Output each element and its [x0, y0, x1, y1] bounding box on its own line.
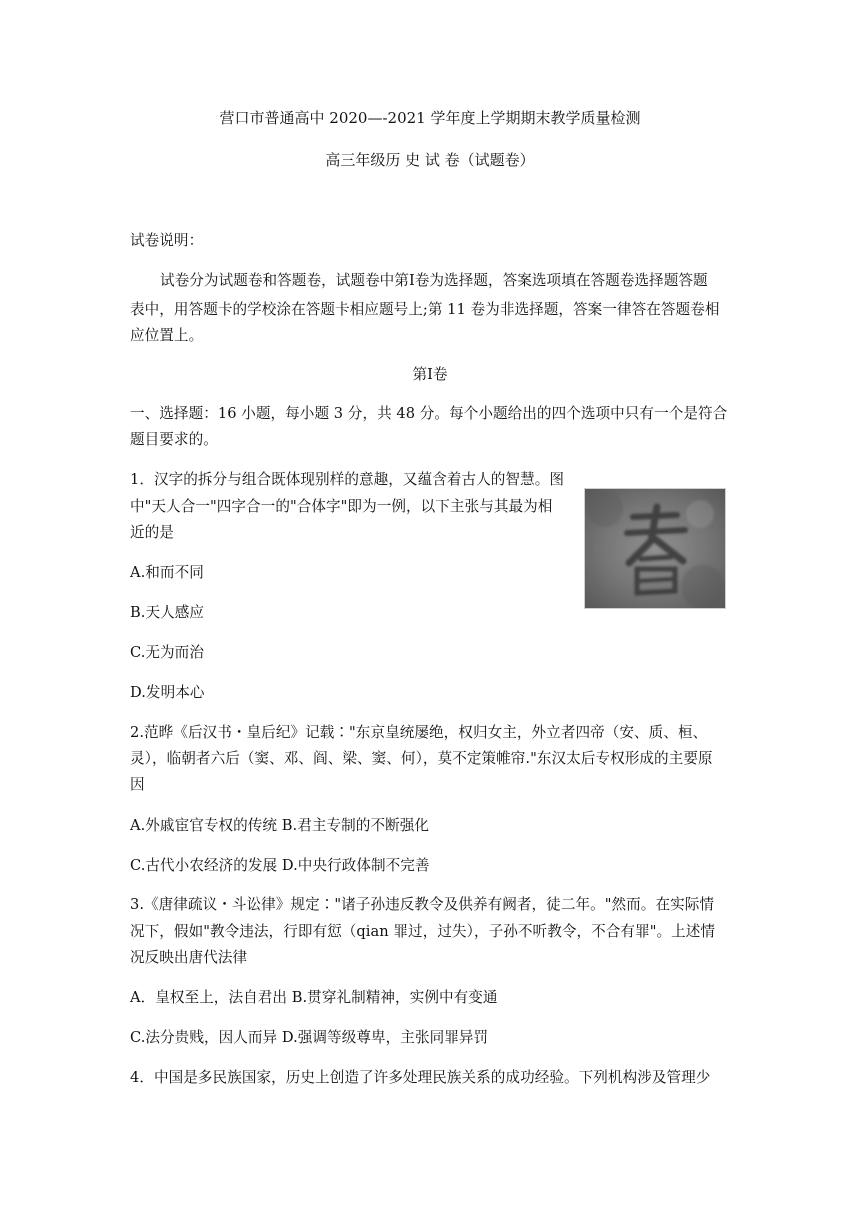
question-2-stem: 因: [130, 776, 145, 793]
question-3-options-ab: A．皇权至上，法自君出 B.贯穿礼制精神，实例中有变通: [130, 989, 498, 1006]
question-1-stem: 近的是: [130, 524, 174, 541]
instructions-line: 表中，用答题卡的学校涂在答题卡相应题号上;第 11 卷为非选择题，答案一律答在答题卷相: [130, 301, 720, 318]
section-title: 第Ⅰ卷: [412, 366, 448, 383]
instructions-line: 试卷分为试题卷和答题卷，试题卷中第Ⅰ卷为选择题，答案选项填在答题卷选择题答题: [160, 272, 708, 289]
exam-title: 营口市普通高中 2020—-2021 学年度上学期期末教学质量检测: [219, 109, 641, 127]
combined-character-image: [584, 488, 726, 609]
combined-character-photo: [585, 489, 725, 608]
question-2-options-cd: C.古代小农经济的发展 D.中央行政体制不完善: [130, 857, 430, 874]
instructions-line: 应位置上。: [130, 327, 204, 344]
exam-subtitle: 高三年级历 史 试 卷（试题卷）: [325, 151, 535, 169]
instructions-heading: 试卷说明：: [130, 232, 204, 249]
question-1-option-b: B.天人感应: [130, 604, 205, 621]
question-2-stem: 灵），临朝者六后（窦、邓、阎、梁、窦、何），莫不定策帷帘."东汉太后专权形成的主要原: [130, 750, 713, 767]
question-1-stem: 1．汉字的拆分与组合既体现别样的意趣，又蕴含着古人的智慧。图: [130, 471, 565, 488]
question-2-stem: 2.范晔《后汉书・皇后纪》记载∶"东京皇统屡绝，权归女主，外立者四帝（安、质、桓、: [130, 724, 708, 741]
question-3-options-cd: C.法分贵贱，因人而异 D.强调等级尊卑，主张同罪异罚: [130, 1029, 489, 1046]
question-4-stem: 4．中国是多民族国家，历史上创造了许多处理民族关系的成功经验。下列机构涉及管理少: [130, 1069, 711, 1086]
question-3-stem: 况下，假如"教令违法，行即有愆（qian 罪过，过失），子孙不听教令，不合有罪"。上述情: [130, 923, 716, 940]
question-1-option-a: A.和而不同: [130, 564, 204, 581]
question-1-option-c: C.无为而治: [130, 644, 204, 661]
question-3-stem: 况反映出唐代法律: [130, 949, 248, 966]
section-intro: 一、选择题：16 小题，每小题 3 分，共 48 分。每个小题给出的四个选项中只有一个是符合: [130, 405, 728, 422]
section-intro: 题目要求的。: [130, 431, 218, 448]
question-1-option-d: D.发明本心: [130, 684, 205, 701]
question-2-options-ab: A.外戚宦官专权的传统 B.君主专制的不断强化: [130, 817, 430, 834]
question-3-stem: 3.《唐律疏议・斗讼律》规定∶"诸子孙违反教令及供养有阙者，徒二年。"然而。在实际情: [130, 896, 715, 913]
question-1-stem: 中"天人合一"四字合一的"合体字"即为一例，以下主张与其最为相: [130, 498, 553, 515]
